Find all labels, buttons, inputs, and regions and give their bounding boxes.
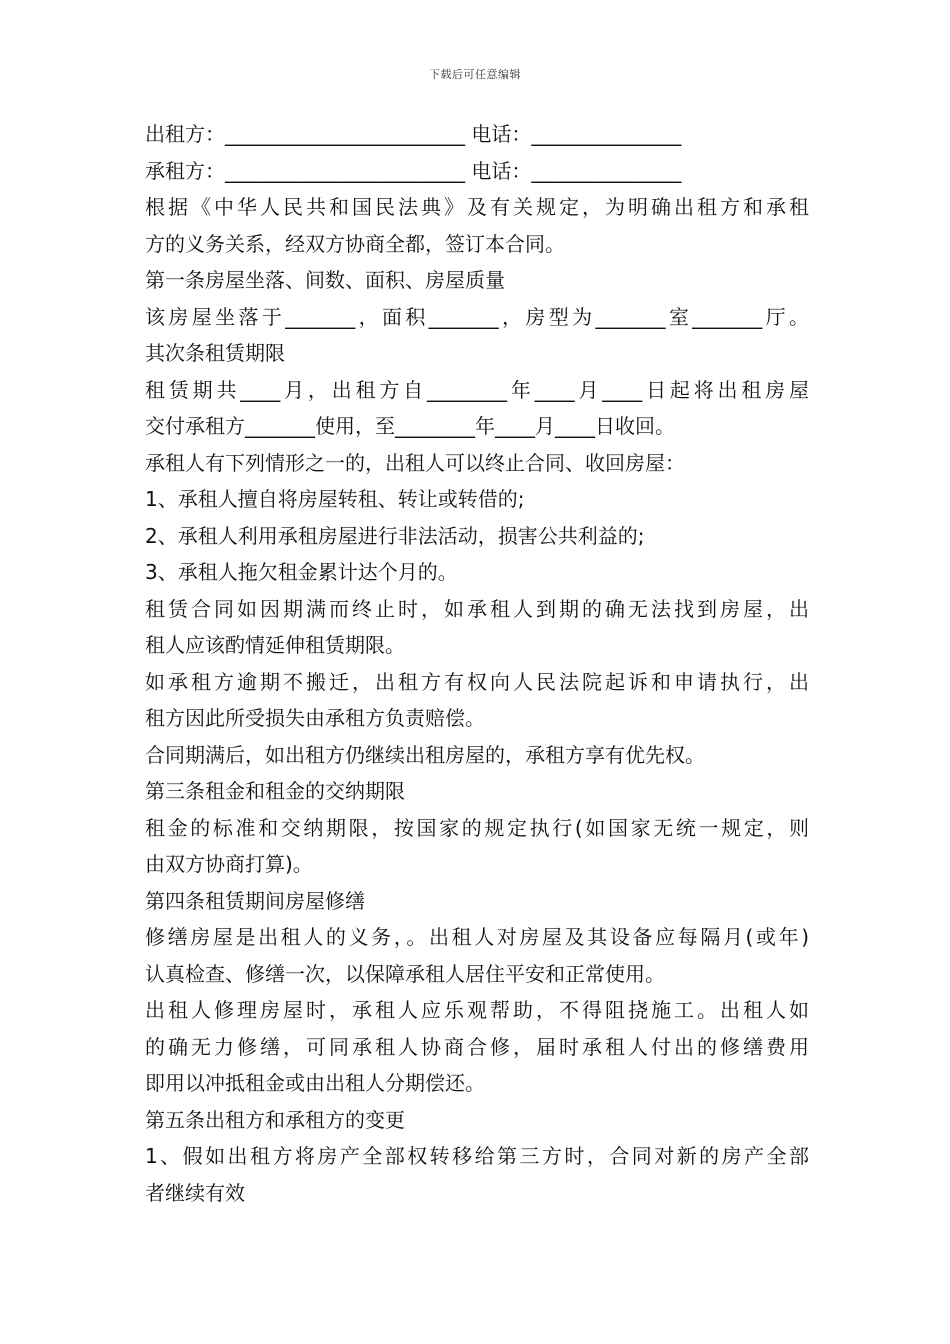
- text-line: 第一条房屋坐落、间数、面积、房屋质量: [145, 268, 505, 292]
- text-line: 2、承租人利用承租房屋进行非法活动，损害公共利益的;: [145, 523, 645, 548]
- text-line: 的确无力修缮，可同承租人协商合修，届时承租人付出的修缮费用: [145, 1034, 809, 1059]
- text-line: 第四条租赁期间房屋修缮: [145, 888, 365, 913]
- contract-body: [145, 116, 809, 1211]
- text-line: 第三条租金和租金的交纳期限: [145, 779, 405, 803]
- text-line: 其次条租赁期限: [145, 341, 285, 365]
- text-line: 租赁期共____月，出租方自________年____月____日起将出租房屋: [145, 377, 809, 402]
- text-line: 方的义务关系，经双方协商全都，签订本合同。: [145, 231, 565, 256]
- text-line: 如承租方逾期不搬迁，出租方有权向人民法院起诉和申请执行，出: [145, 669, 809, 694]
- text-line: 第五条出租方和承租方的变更: [145, 1107, 405, 1132]
- text-line: 即用以冲抵租金或由出租人分期偿还。: [145, 1071, 485, 1095]
- text-line: 租方因此所受损失由承租方负责赔偿。: [145, 706, 485, 730]
- text-line: 租赁合同如因期满而终止时，如承租人到期的确无法找到房屋，出: [145, 596, 809, 621]
- text-line: 该房屋坐落于_______，面积_______，房型为_______室_______厅。: [145, 304, 809, 329]
- text-line: 者继续有效: [145, 1180, 245, 1205]
- text-line: 3、承租人拖欠租金累计达个月的。: [145, 560, 458, 584]
- text-line: 租人应该酌情延伸租赁期限。: [145, 633, 405, 657]
- text-line: 租金的标准和交纳期限，按国家的规定执行(如国家无统一规定，则: [145, 815, 809, 840]
- text-line: 出租人修理房屋时，承租人应乐观帮助，不得阻挠施工。出租人如: [145, 998, 809, 1022]
- text-line: 认真检查、修缮一次，以保障承租人居住平安和正常使用。: [145, 961, 665, 986]
- text-line: 由双方协商打算)。: [145, 852, 313, 876]
- text-line: 承租方：________________________ 电话：_______________: [145, 158, 682, 183]
- text-line: 承租人有下列情形之一的，出租人可以终止合同、收回房屋：: [145, 450, 685, 475]
- text-line: 根据《中华人民共和国民法典》及有关规定，为明确出租方和承租: [145, 195, 809, 219]
- text-line: 出租方：________________________ 电话：_______________: [145, 122, 682, 146]
- text-line: 合同期满后，如出租方仍继续出租房屋的，承租方享有优先权。: [145, 742, 705, 767]
- text-line: 修缮房屋是出租人的义务，。出租人对房屋及其设备应每隔月(或年): [145, 925, 809, 949]
- text-line: 1、假如出租方将房产全部权转移给第三方时，合同对新的房产全部: [145, 1144, 809, 1168]
- text-line: 交付承租方_______使用，至________年____月____日收回。: [145, 414, 675, 438]
- page-header: 下载后可任意编辑: [429, 68, 521, 81]
- text-line: 1、承租人擅自将房屋转租、转让或转借的;: [145, 487, 525, 511]
